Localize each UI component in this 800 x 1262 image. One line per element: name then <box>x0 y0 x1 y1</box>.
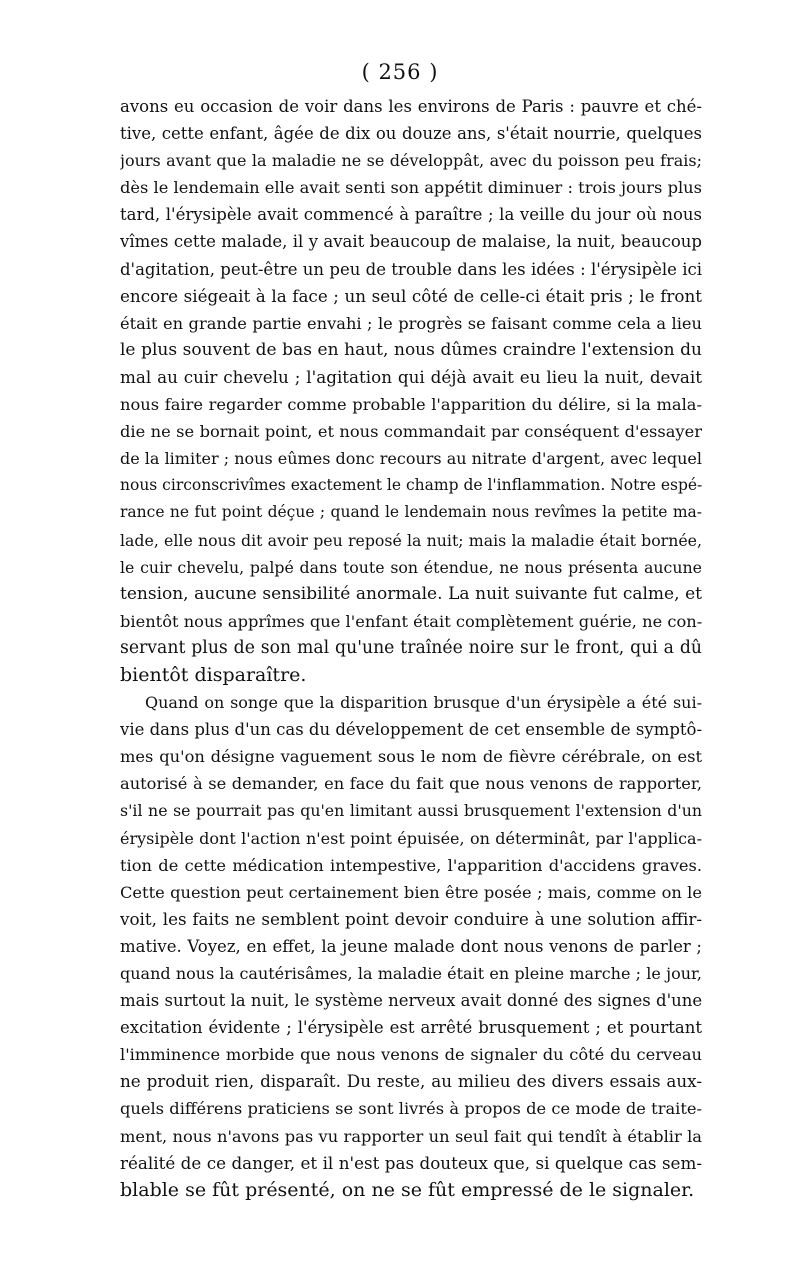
text-line: bientôt nous apprîmes que l'enfant était complètement guérie, ne con- <box>120 611 702 631</box>
text-line: tive, cette enfant, âgée de dix ou douze ans, s'était nourrie, quelques <box>120 124 702 144</box>
text-line: die ne se bornait point, et nous commandait par conséquent d'essayer <box>120 422 702 442</box>
text-line: mes qu'on désigne vaguement sous le nom de fièvre cérébrale, on est <box>120 747 702 767</box>
text-line: Quand on songe que la disparition brusque d'un érysipèle a été sui- <box>145 693 702 713</box>
text-line: l'imminence morbide que nous venons de signaler du côté du cerveau <box>120 1045 702 1065</box>
text-line: lade, elle nous dit avoir peu reposé la nuit; mais la maladie était bornée, <box>120 530 702 550</box>
text-line: vie dans plus d'un cas du développement de cet ensemble de symptô- <box>120 720 702 740</box>
text-line: s'il ne se pourrait pas qu'en limitant aussi brusquement l'extension d'un <box>120 801 702 821</box>
text-line: Cette question peut certainement bien être posée ; mais, comme on le <box>120 882 702 902</box>
text-line: servant plus de son mal qu'une traînée noire sur le front, qui a dû <box>120 637 702 658</box>
text-line: quand nous la cautérisâmes, la maladie était en pleine marche ; le jour, <box>120 964 702 983</box>
text-line: vîmes cette malade, il y avait beaucoup de malaise, la nuit, beaucoup <box>120 232 702 252</box>
text-line: tion de cette médication intempestive, l'apparition d'accidens graves. <box>120 855 702 875</box>
body-text <box>120 93 702 1204</box>
text-line: nous faire regarder comme probable l'apparition du délire, si la mala- <box>120 395 702 415</box>
text-line: dès le lendemain elle avait senti son appétit diminuer : trois jours plus <box>120 178 702 198</box>
text-line: voit, les faits ne semblent point devoir conduire à une solution affir- <box>120 908 702 929</box>
text-line: nous circonscrivîmes exactement le champ de l'inflammation. Notre espé- <box>120 476 702 495</box>
text-line: réalité de ce danger, et il n'est pas douteux que, si quelque cas sem- <box>120 1152 702 1173</box>
text-line: encore siégeait à la face ; un seul côté de celle-ci était pris ; le front <box>120 285 702 306</box>
text-line: blable se fût présenté, on ne se fût empressé de le signaler. <box>120 1178 695 1201</box>
text-line: avons eu occasion de voir dans les environs de Paris : pauvre et ché- <box>120 97 702 116</box>
text-line: érysipèle dont l'action n'est point épuisée, on déterminât, par l'applica- <box>120 828 702 848</box>
text-line: jours avant que la maladie ne se développât, avec du poisson peu frais; <box>120 151 702 171</box>
text-line: rance ne fut point déçue ; quand le lendemain nous revîmes la petite ma- <box>120 503 702 522</box>
text-line: le plus souvent de bas en haut, nous dûmes craindre l'extension du <box>120 339 702 360</box>
text-line: bientôt disparaître. <box>120 663 307 686</box>
text-line: d'agitation, peut-être un peu de trouble dans les idées : l'érysipèle ici <box>120 259 702 279</box>
text-line: ne produit rien, disparaît. Du reste, au milieu des divers essais aux- <box>120 1071 702 1092</box>
text-line: le cuir chevelu, palpé dans toute son étendue, ne nous présenta aucune <box>120 557 702 577</box>
text-line: ment, nous n'avons pas vu rapporter un seul fait qui tendît à établir la <box>120 1126 702 1146</box>
text-line: tard, l'érysipèle avait commencé à paraître ; la veille du jour où nous <box>120 205 702 225</box>
text-line: mal au cuir chevelu ; l'agitation qui déjà avait eu lieu la nuit, devait <box>120 366 702 387</box>
text-line: mative. Voyez, en effet, la jeune malade dont nous venons de parler ; <box>120 936 702 956</box>
text-line: était en grande partie envahi ; le progrès se faisant comme cela a lieu <box>120 313 702 333</box>
text-line: quels différens praticiens se sont livrés à propos de ce mode de traite- <box>120 1099 702 1119</box>
text-line: mais surtout la nuit, le système nerveux avait donné des signes d'une <box>120 991 702 1011</box>
page-number: ( 256 ) <box>361 60 439 84</box>
text-line: autorisé à se demander, en face du fait que nous venons de rapporter, <box>120 774 702 794</box>
text-line: tension, aucune sensibilité anormale. La nuit suivante fut calme, et <box>120 583 702 604</box>
text-line: excitation évidente ; l'érysipèle est arrêté brusquement ; et pourtant <box>120 1018 702 1038</box>
text-line: de la limiter ; nous eûmes donc recours au nitrate d'argent, avec lequel <box>120 449 702 469</box>
